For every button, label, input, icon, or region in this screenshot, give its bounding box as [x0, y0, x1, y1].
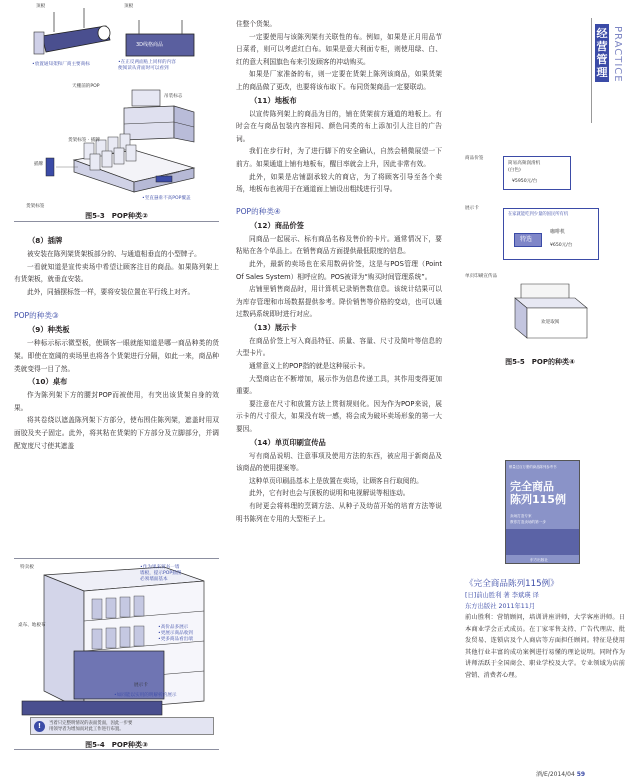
- footer-page-number: 59: [576, 771, 586, 778]
- fig3-note-1: •作为果来贸书一墙 墙板，提示POP插图 必须墙面基本: [140, 565, 182, 582]
- heading-item-11: （11）地板布: [250, 95, 297, 105]
- fig2-label-ceiling-pop: 天棚前的POP: [72, 84, 100, 89]
- mid-paragraph-13: 写有商品说明、注意事项及使用方法的东西，被应用于新商品及该商品的使用提案等。: [236, 451, 442, 473]
- mid-paragraph-0: 住整个货架。: [236, 20, 277, 28]
- fig2-label-top-right: 顶板: [124, 4, 134, 9]
- mid-paragraph-8: 店铺里销售商品时，用计算机记录销售数信息。该统计结果可以为库存管理和市场数据提供参考。降价销售等价格的变动，也可以通过数码系统即时进行对应。: [236, 285, 442, 319]
- fig2-label-shelf-rail: 货架标签 · 插牌: [68, 138, 100, 143]
- mid-paragraph-5: 此外，如果是店铺副承较大的商店，为了将顾客引导至各个卖场，地板布也被用于在通道面上铺设出粗线进行引导。: [236, 172, 442, 194]
- book-cover-sub: 卖场打造专家 教你打造卖场的第一步: [510, 514, 546, 524]
- display-card-badge: [514, 233, 542, 247]
- left-paragraph-4: 一种标示标示微型板，使顾客一眼就能知道是哪一商品种类的货架。即使在宽阔的卖场里也将各个货架进行分隔，如此一来，商品种类就变得一目了然。: [14, 339, 219, 373]
- price-tag-line-2: (白色): [508, 168, 521, 173]
- fig2-note-left: •放置通知架和厂商主要商标: [32, 62, 90, 67]
- mid-paragraph-1: 一定要使用与该陈列架有关联性的布。例如，如果是正月用品节日菜肴，则可以考虑红白布。如果是意大利面专柜，则使用绿、白、红的意大利国旗色布来引发顾客的冲动购买。: [236, 32, 442, 66]
- fig3-warning-text: 当着只完整明情况的表面货面，因此一步要 用领导者为增加而对此工作进行布置。: [49, 721, 133, 732]
- mid-paragraph-3: 以宣传陈列架上的商品为目的，铺在货架前方通道的地板上。有时会在与商品包装内容相同、颜色同类的布上添加引人注目的广告词。: [236, 109, 442, 143]
- mid-paragraph-4: 我们在步行时，为了进行脚下的安全确认，自然会稍微展望一下前方。如果通道上铺有地板布，醒目率就会上升，因此非常有效。: [236, 147, 442, 168]
- display-card-price: ¥650元/台: [550, 243, 573, 248]
- heading-item-10: （10）桌布: [28, 377, 68, 387]
- fig2-label-no-hang: •竖直悬垂不高POP覆盖: [142, 196, 191, 201]
- fig3-note-3: •如同能以实用的明解析的展示: [114, 693, 177, 698]
- book-cover-title-2: 陈列115例: [510, 493, 566, 506]
- section-heading-pop-4: POP的种类④: [236, 206, 281, 216]
- mid-paragraph-11: 大型商店在不断增加，展示作为信息传递工具，其作用变得更加重要。: [236, 374, 442, 396]
- figure-5-5-caption: 图5-5 POP的种类④: [505, 358, 575, 366]
- mid-paragraph-12: 要注意在尺寸和放置方法上贯彻规则化。因为作为POP来说，展示卡的尺寸很大，如果没有统一感，将会成为破坏卖场形象的第一大要因。: [236, 399, 442, 434]
- book-cover: [505, 460, 580, 564]
- figure-5-3-caption: 图5-3 POP种类②: [85, 212, 148, 220]
- fig3-label-display: 展示卡: [134, 683, 148, 688]
- mid-paragraph-2: 如果是厂家准备的布，则一定要在货架上陈列该商品，如果货架上的商品做了更改，也要将该布取下。布同货架商品一定要联动。: [236, 70, 442, 91]
- display-card: [503, 208, 599, 260]
- mid-paragraph-14: 这种单页印刷品基本上是放置在卖场，让顾客自行取阅的。: [249, 476, 423, 485]
- warning-icon: !: [34, 721, 45, 732]
- heading-item-12: （12）商品价签: [250, 220, 304, 230]
- fig4-label-card: 展示卡: [465, 206, 479, 211]
- fig2-label-top-left: 顶板: [36, 4, 46, 9]
- left-column: [14, 0, 219, 749]
- heading-item-9: （9）种类板: [28, 325, 70, 335]
- display-card-top: 在家就能吃到少量的国民所有机: [508, 212, 569, 217]
- fig2-label-ceiling-sign: 吊装标志: [164, 94, 183, 99]
- display-card-badge-text: 特选: [520, 236, 533, 243]
- fig4-label-price: 商品价签: [465, 156, 484, 161]
- price-tag-price: ¥5950元/台: [512, 179, 538, 184]
- fig2-note-right: •在正反两面贴上同样的内容 便阅读从背面时可以看到: [118, 60, 176, 71]
- left-paragraph-6: 将其卷绕以遮盖陈列架下方部分，使布围住陈列架，遮盖时用双面胶及夹子固定。此外，将其粘在货架的下方部分及立脚部分，并调配宽度尺寸使其遮盖: [14, 416, 219, 450]
- price-tag-card: [503, 156, 571, 190]
- section-side-tab: [591, 18, 623, 123]
- fig2-label-insert: 插牌: [34, 162, 44, 167]
- left-paragraph-2: 一看就知道是宣传卖场中希望让顾客注目的商品。如果陈列架上有货架板，就垂直安装。: [14, 262, 219, 284]
- figure-5-3-illustration: [14, 0, 219, 205]
- book-title: 《完全商品陈列115例》: [465, 579, 559, 589]
- fig3-label-top: 特卖板: [20, 565, 34, 570]
- section-heading-pop-3: POP的种类③: [14, 311, 59, 321]
- heading-item-14: （14）单页印刷宣传品: [250, 437, 326, 447]
- mid-paragraph-7: 此外，最新的卖场也在采用数码价签，这是与POS管理（Point Of Sales System）相呼应的。POS被译为“购买时间管理系统”。: [236, 259, 442, 281]
- side-tab-chinese: 经营管理: [595, 24, 609, 82]
- fig2-label-shelf-tag: 货架标签: [26, 204, 45, 209]
- leaflet-text: 欢迎取阅: [541, 320, 560, 325]
- book-description: 前山胜利：营销顾问，培训讲座讲师，大学客座讲师。日本商业学会正式成员。在丁家零售支持、广告代理店、批发贸易、连锁店及个人商店等方面担任顾问。特征是使用其他行业丰富的成功案例进行易懂的理论说明。同时作为讲师活跃于全国商会、职业学校及大学。专业领域为店前营销、消费者心理。: [465, 614, 625, 679]
- book-author: [日]前山胜利 著 李斌瑛 译: [465, 592, 539, 599]
- figure-5-4: [14, 558, 219, 750]
- figure-5-4-caption: 图5-4 POP种类③: [85, 741, 148, 749]
- fig3-label-floor: 桌布、地板布: [18, 623, 46, 628]
- fig3-warning-box: [30, 717, 214, 735]
- heading-item-8: （8）插牌: [28, 236, 63, 245]
- middle-column: [236, 18, 442, 525]
- fig2-promo-sign: 3D线格商品: [136, 42, 164, 48]
- heading-item-13: （13）展示卡: [250, 322, 297, 332]
- display-card-name: 咖啡机: [550, 229, 566, 235]
- figure-5-4-illustration: [14, 561, 219, 733]
- mid-paragraph-15: 此外，它有时也会与顶板的说明和电视解说等相连动。: [249, 489, 410, 498]
- page-footer: [536, 769, 585, 778]
- mid-paragraph-10: 通常意义上的POP指的就是这种展示卡。: [249, 362, 370, 371]
- fig3-note-2: •高价品多展示 •更展示商品收到 •更多商品看出端: [158, 625, 193, 642]
- leaflet-stand-illustration: [495, 280, 605, 340]
- mid-paragraph-9: 在商品价签上写入商品特征、质量、容量、尺寸及简叶等信息的大型卡片。: [236, 336, 442, 358]
- footer-issue: 酒/E/2014/04: [536, 771, 575, 778]
- figure-5-5: [465, 148, 615, 368]
- mid-paragraph-16: 有时更会将料理的烹调方法、从种子及幼苗开始的培育方法等说明书陈列在专用的大型柜子上。: [236, 502, 442, 523]
- left-paragraph-3: 此外，同插摆标签一样，要将安装位置在平行线上对齐。: [27, 287, 195, 296]
- fig4-label-paper: 单页印刷宣传品: [465, 274, 498, 279]
- left-paragraph-1: 被安装在陈列架货架板部分的、与通道相垂直的小型牌子。: [27, 250, 201, 258]
- left-paragraph-5: 作为陈列架下方的腰封POP而被使用，有突出该货架自身的效果。: [14, 391, 219, 412]
- book-cover-foot: 东方出版社: [530, 558, 548, 562]
- book-cover-top: 销量过百万册的商品陈列参考书: [509, 465, 557, 469]
- book-publisher: 东方出版社 2011年11月: [465, 602, 536, 610]
- mid-paragraph-6: 同商品一起展示、标有商品名称及售价的卡片。通常情况下，要粘贴在各个单品上。在销售商品方面提供最低限度的信息。: [236, 234, 442, 256]
- side-tab-english: PRACTICE: [612, 26, 623, 83]
- figure-5-3: [14, 0, 219, 222]
- book-cover-title-1: 完全商品: [510, 480, 554, 493]
- price-tag-line-1: 简易高频润滑机: [508, 161, 541, 166]
